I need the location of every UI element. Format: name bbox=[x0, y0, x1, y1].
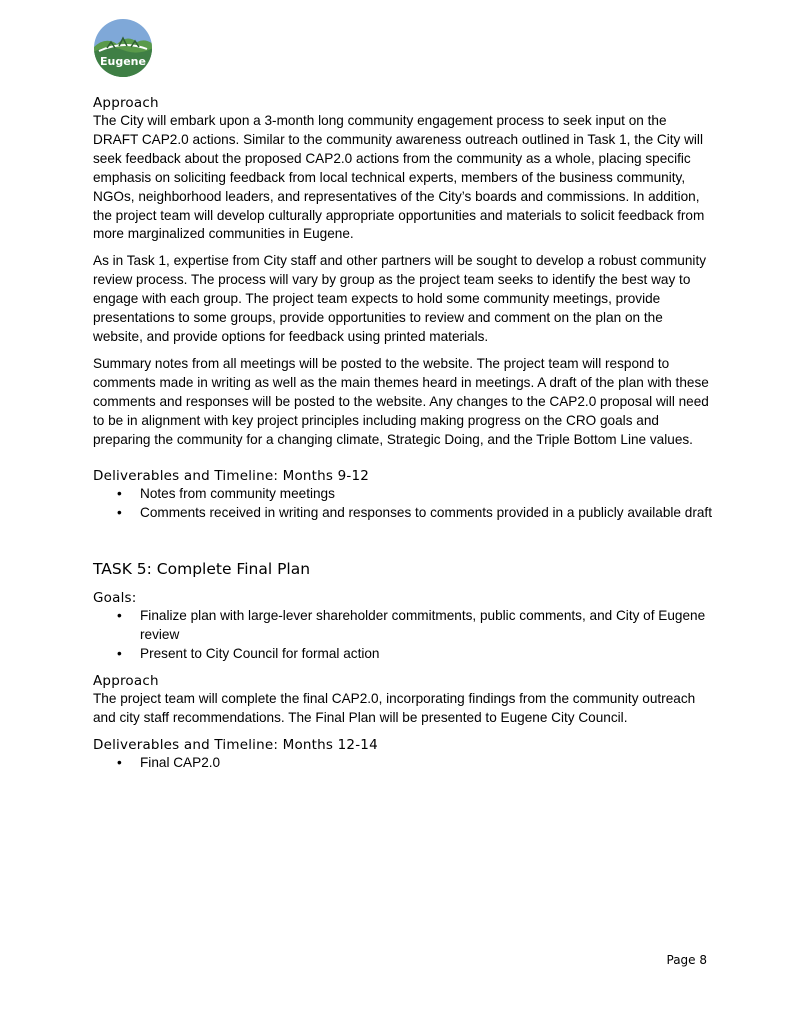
list-item bbox=[93, 645, 713, 664]
list-item bbox=[93, 485, 713, 504]
approach-paragraph-1: The City will embark upon a 3-month long community engagement process to seek input on the DRAFT CAP2.0 actions. Similar to the community awareness outreach outlined in Task 1, the City will seek feedback about the proposed CAP2.0 actions from the community as a whole, placing specific emphasis on soliciting feedback from local technical experts, members of the business community, NGOs, neighborhood leaders, and representatives of the City’s boards and commissions. In addition, the project team will develop culturally appropriate opportunities and materials to solicit feedback from more marginalized communities in Eugene. bbox=[93, 113, 705, 242]
task5-deliverables-list bbox=[93, 754, 713, 773]
logo-text: Eugene bbox=[100, 55, 146, 68]
deliverables-list bbox=[93, 485, 713, 523]
deliverables-heading: Deliverables and Timeline: Months 9-12 bbox=[93, 468, 370, 485]
bullet: • bbox=[117, 486, 122, 502]
list-item bbox=[93, 607, 713, 645]
task5-deliverables-heading: Deliverables and Timeline: Months 12-14 bbox=[93, 736, 378, 753]
list-item-text: Present to City Council for formal action bbox=[140, 646, 380, 662]
bullet: • bbox=[117, 754, 122, 770]
goals-list bbox=[93, 607, 713, 664]
task5-heading: TASK 5: Complete Final Plan bbox=[93, 560, 311, 579]
list-item bbox=[93, 754, 713, 773]
page-number: Page 8 bbox=[666, 953, 707, 967]
list-item-text: Final CAP2.0 bbox=[140, 754, 221, 770]
approach-heading: Approach bbox=[93, 95, 159, 111]
bullet: • bbox=[117, 608, 122, 624]
bullet: • bbox=[117, 646, 122, 662]
task5-approach-paragraph: The project team will complete the final CAP2.0, incorporating findings from the community outreach and city staff recommendations. The Final Plan will be presented to Eugene City Council. bbox=[93, 690, 696, 725]
task5-approach-heading: Approach bbox=[93, 672, 159, 689]
list-item-text: Comments received in writing and responses to comments provided in a publicly available draft bbox=[140, 505, 712, 521]
list-item bbox=[93, 504, 713, 523]
goals-heading: Goals: bbox=[93, 590, 137, 607]
approach-paragraph-3: Summary notes from all meetings will be posted to the website. The project team will respond to comments made in writing as well as the main themes heard in meetings. A draft of the plan with these comments and responses will be posted to the website. Any changes to the CAP2.0 proposal will need to be in alignment with key project principles including making progress on the CRO goals and preparing the community for a changing climate, Strategic Doing, and the Triple Bottom Line values. bbox=[93, 355, 709, 447]
main-content bbox=[93, 94, 713, 773]
approach-paragraph-2: As in Task 1, expertise from City staff and other partners will be sought to develop a robust community review process. The process will vary by group as the project team seeks to identify the best way to engage with each group. The project team expects to hold some community meetings, provide presentations to some groups, provide opportunities to review and comment on the plan on the website, and provide options for feedback using printed materials. bbox=[93, 253, 707, 344]
list-item-text: Notes from community meetings bbox=[140, 486, 335, 502]
bullet: • bbox=[117, 505, 122, 521]
eugene-logo bbox=[93, 18, 153, 78]
list-item-text: Finalize plan with large-lever shareholder commitments, public comments, and City of Eugene review bbox=[140, 608, 706, 643]
